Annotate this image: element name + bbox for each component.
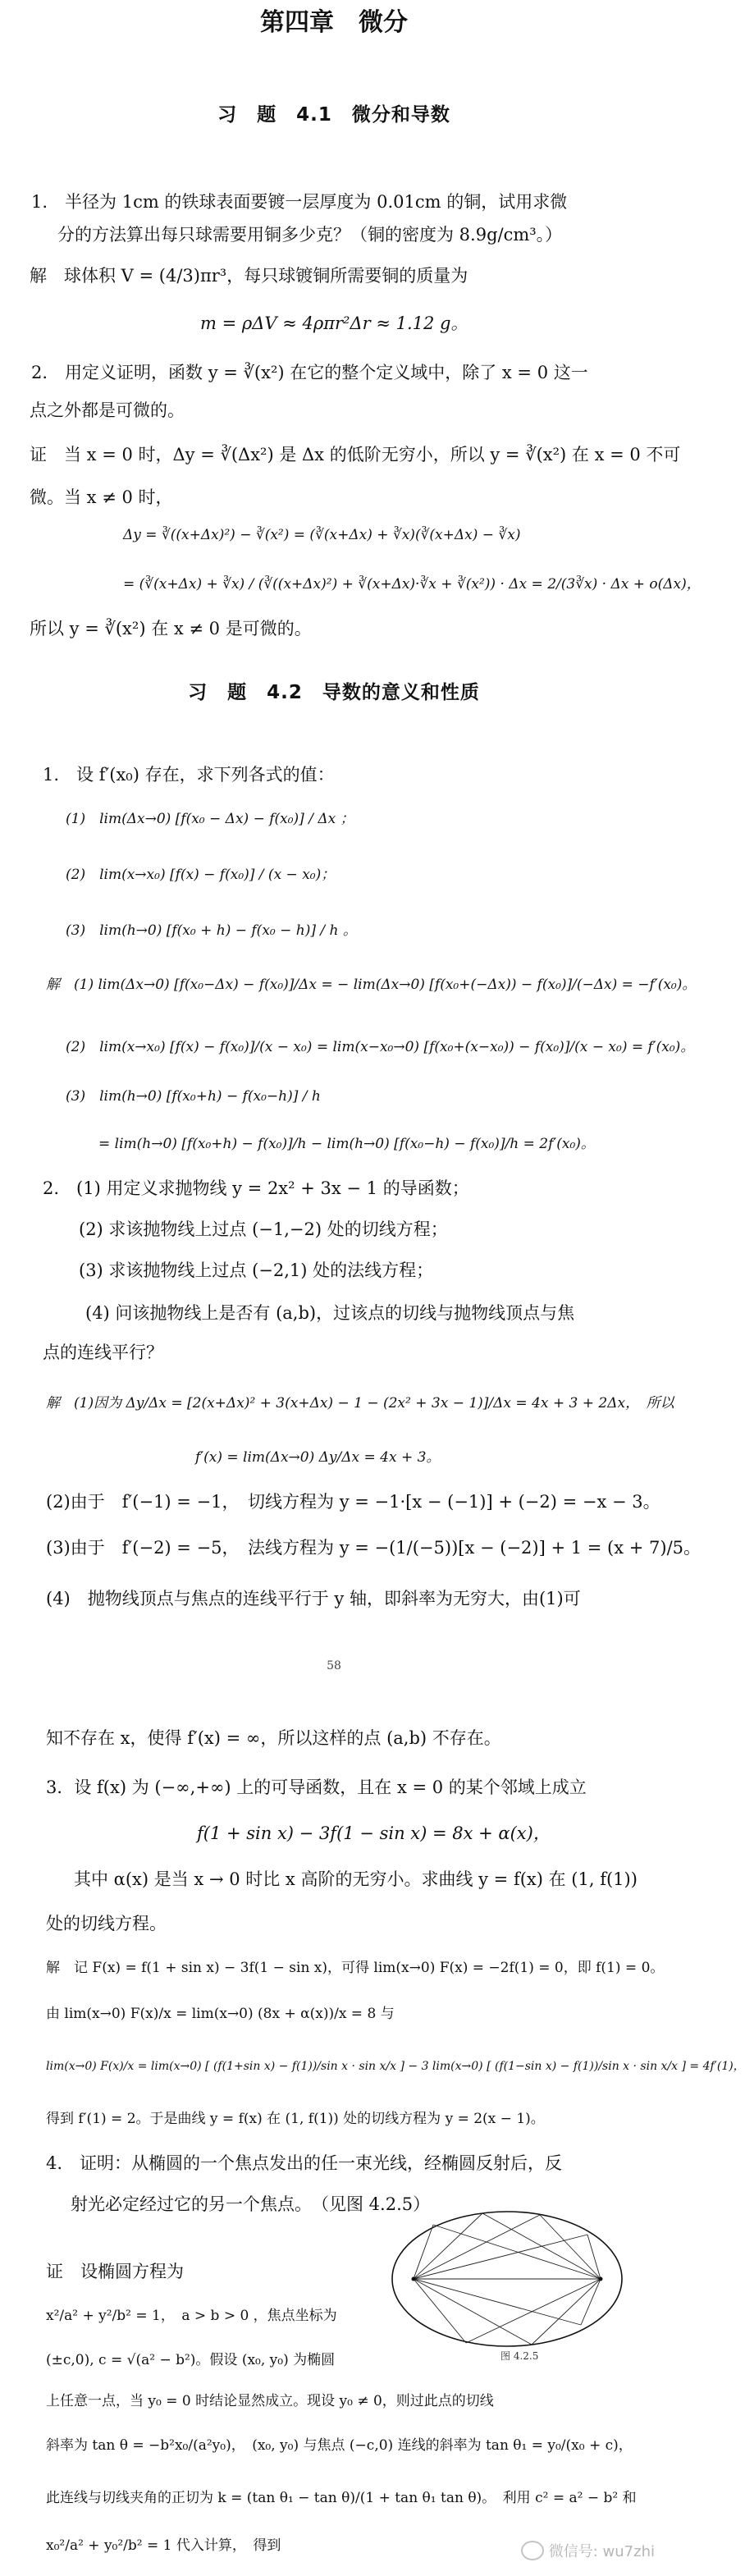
proof-4-line-2: x²/a² + y²/b² = 1， a > b > 0 ，焦点坐标为 xyxy=(46,2308,337,2324)
problem-2-line-1: 2. 用定义证明，函数 y = ∛(x²) 在它的整个定义域中，除了 x = 0 这一 xyxy=(31,363,588,382)
answer-1-part-3a: (3) lim(h→0) [f(x₀+h) − f(x₀−h)] / h xyxy=(66,1088,321,1105)
answer-1-part-1: 解 (1) lim(Δx→0) [f(x₀−Δx) − f(x₀)]/Δx = − lim(Δx→0) [f(x₀+(−Δx)) − f(x₀)]/(−Δx) = −f′(x₀)。 xyxy=(46,977,697,993)
exercise-3-equation: f(1 + sin x) − 3f(1 − sin x) = 8x + α(x)， xyxy=(197,1823,551,1843)
problem-2-line-2: 点之外都是可微的。 xyxy=(30,400,185,420)
exercise-2-part-1: 2. (1) 用定义求抛物线 y = 2x² + 3x − 1 的导函数； xyxy=(43,1178,469,1198)
exercise-3-line-1: 3．设 f(x) 为 (−∞,+∞) 上的可导函数，且在 x = 0 的某个邻域上成立 xyxy=(46,1778,587,1797)
exercise-4-line-1: 4. 证明：从椭圆的一个焦点发出的任一束光线，经椭圆反射后，反 xyxy=(46,2153,563,2173)
proof-4-line-5: 斜率为 tan θ = −b²x₀/(a²y₀)， (x₀, y₀) 与焦点 (−c,0) 连线的斜率为 tan θ₁ = y₀/(x₀ + c)， xyxy=(46,2437,633,2454)
solution-1-line-1: 解 球体积 V = (4/3)πr³，每只球镀铜所需要铜的质量为 xyxy=(30,266,468,286)
answer-3-line-3: lim(x→0) F(x)/x = lim(x→0) [ (f(1+sin x) − f(1))/sin x · sin x/x ] − 3 lim(x→0) [ (f(1−sin x) − f(1))/sin x · sin x/x ] = 4f′(1)， xyxy=(46,2060,745,2073)
exercise-2-part-4a: (4) 问该抛物线上是否有 (a,b)，过该点的切线与抛物线顶点与焦 xyxy=(85,1303,575,1323)
ellipse-reflection-figure xyxy=(384,2203,630,2359)
page-number: 58 xyxy=(327,1659,341,1672)
proof-4-line-3: (±c,0), c = √(a² − b²)。假设 (x₀, y₀) 为椭圆 xyxy=(46,2352,336,2368)
proof-2-line-2: 微。当 x ≠ 0 时， xyxy=(30,487,173,507)
proof-4-line-4: 上任意一点，当 y₀ = 0 时结论显然成立。现设 y₀ ≠ 0，则过此点的切线 xyxy=(46,2393,494,2409)
proof-2-equation-1: Δy = ∛((x+Δx)²) − ∛(x²) = (∛(x+Δx) + ∛x)(∛(x+Δx) − ∛x) xyxy=(123,527,521,543)
wechat-icon xyxy=(521,2541,544,2560)
exercise-3-line-2: 其中 α(x) 是当 x → 0 时比 x 高阶的无穷小。求曲线 y = f(x) 在 (1, f(1)) xyxy=(74,1869,638,1889)
answer-2-part-4: (4) 抛物线顶点与焦点的连线平行于 y 轴，即斜率为无穷大，由(1)可 xyxy=(46,1589,581,1608)
exercise-3-line-3: 处的切线方程。 xyxy=(46,1914,167,1933)
watermark-text: 微信号: wu7zhi xyxy=(548,2543,655,2560)
solution-1-line-2: m = ρΔV ≈ 4ρπr²Δr ≈ 1.12 g。 xyxy=(200,313,468,333)
exercise-2-part-4b: 点的连线平行？ xyxy=(43,1343,163,1362)
section-title-4-1: 习 题 4.1 微分和导数 xyxy=(217,104,450,126)
chapter-title: 第四章 微分 xyxy=(260,8,408,37)
proof-4-line-7: x₀²/a² + y₀²/b² = 1 代入计算， 得到 xyxy=(46,2537,281,2554)
answer-1-part-2: (2) lim(x→x₀) [f(x) − f(x₀)]/(x − x₀) = lim(x−x₀→0) [f(x₀+(x−x₀)) − f(x₀)]/(x − x₀) = f′(x₀)。 xyxy=(66,1039,695,1055)
answer-2-part-1b: f′(x) = lim(Δx→0) Δy/Δx = 4x + 3。 xyxy=(195,1449,441,1466)
wechat-watermark xyxy=(521,2540,655,2561)
proof-2-line-1: 证 当 x = 0 时，Δy = ∛(Δx²) 是 Δx 的低阶无穷小，所以 y = ∛(x²) 在 x = 0 不可 xyxy=(30,445,681,464)
exercise-1-intro: 1. 设 f′(x₀) 存在，求下列各式的值： xyxy=(43,765,335,785)
left-focus-point xyxy=(412,2277,416,2281)
answer-2-part-2: (2)由于 f′(−1) = −1， 切线方程为 y = −1·[x − (−1)] + (−2) = −x − 3。 xyxy=(46,1492,660,1512)
proof-2-conclusion: 所以 y = ∛(x²) 在 x ≠ 0 是可微的。 xyxy=(30,619,312,638)
figure-caption: 图 4.2.5 xyxy=(500,2350,539,2362)
exercise-1-part-3: (3) lim(h→0) [f(x₀ + h) − f(x₀ − h)] / h 。 xyxy=(66,922,357,939)
answer-2-part-4b: 知不存在 x，使得 f′(x) = ∞，所以这样的点 (a,b) 不存在。 xyxy=(46,1728,501,1748)
answer-3-line-2: 由 lim(x→0) F(x)/x = lim(x→0) (8x + α(x))/x = 8 与 xyxy=(46,2006,395,2022)
exercise-1-part-1: (1) lim(Δx→0) [f(x₀ − Δx) − f(x₀)] / Δx ； xyxy=(66,811,354,827)
proof-2-equation-2: = (∛(x+Δx) + ∛x) / (∛((x+Δx)²) + ∛(x+Δx)·∛x + ∛(x²)) · Δx = 2/(3∛x) · Δx + o(Δx)， xyxy=(123,576,701,593)
exercise-4-line-2: 射光必定经过它的另一个焦点。 （见图 4.2.5） xyxy=(71,2194,431,2214)
exercise-2-part-2: (2) 求该抛物线上过点 (−1,−2) 处的切线方程； xyxy=(79,1219,448,1239)
proof-4-line-6: 此连线与切线夹角的正切为 k = (tan θ₁ − tan θ)/(1 + tan θ₁ tan θ)。 利用 c² = a² − b² 和 xyxy=(46,2490,637,2506)
proof-4-line-1: 证 设椭圆方程为 xyxy=(46,2262,184,2281)
answer-2-part-3: (3)由于 f′(−2) = −5， 法线方程为 y = −(1/(−5))[x − (−2)] + 1 = (x + 7)/5。 xyxy=(46,1538,702,1558)
problem-1-line-2: 分的方法算出每只球需要用铜多少克？（铜的密度为 8.9g/cm³。） xyxy=(57,225,563,245)
answer-3-line-1: 解 记 F(x) = f(1 + sin x) − 3f(1 − sin x)，可得 lim(x→0) F(x) = −2f(1) = 0，即 f(1) = 0。 xyxy=(46,1960,665,1976)
problem-1-line-1: 1. 半径为 1cm 的铁球表面要镀一层厚度为 0.01cm 的铜，试用求微 xyxy=(31,192,568,212)
right-focus-point xyxy=(599,2277,603,2281)
exercise-1-part-2: (2) lim(x→x₀) [f(x) − f(x₀)] / (x − x₀)； xyxy=(66,867,336,883)
answer-3-line-4: 得到 f′(1) = 2。于是曲线 y = f(x) 在 (1, f(1)) 处的切线方程为 y = 2(x − 1)。 xyxy=(46,2111,545,2127)
exercise-2-part-3: (3) 求该抛物线上过点 (−2,1) 处的法线方程； xyxy=(79,1261,434,1280)
section-title-4-2: 习 题 4.2 导数的意义和性质 xyxy=(188,682,480,703)
answer-2-part-1: 解 (1)因为 Δy/Δx = [2(x+Δx)² + 3(x+Δx) − 1 − (2x² + 3x − 1)]/Δx = 4x + 3 + 2Δx， 所以 xyxy=(46,1395,674,1412)
answer-1-part-3b: = lim(h→0) [f(x₀+h) − f(x₀)]/h − lim(h→0) [f(x₀−h) − f(x₀)]/h = 2f′(x₀)。 xyxy=(98,1136,595,1152)
reflected-rays xyxy=(414,2213,601,2345)
